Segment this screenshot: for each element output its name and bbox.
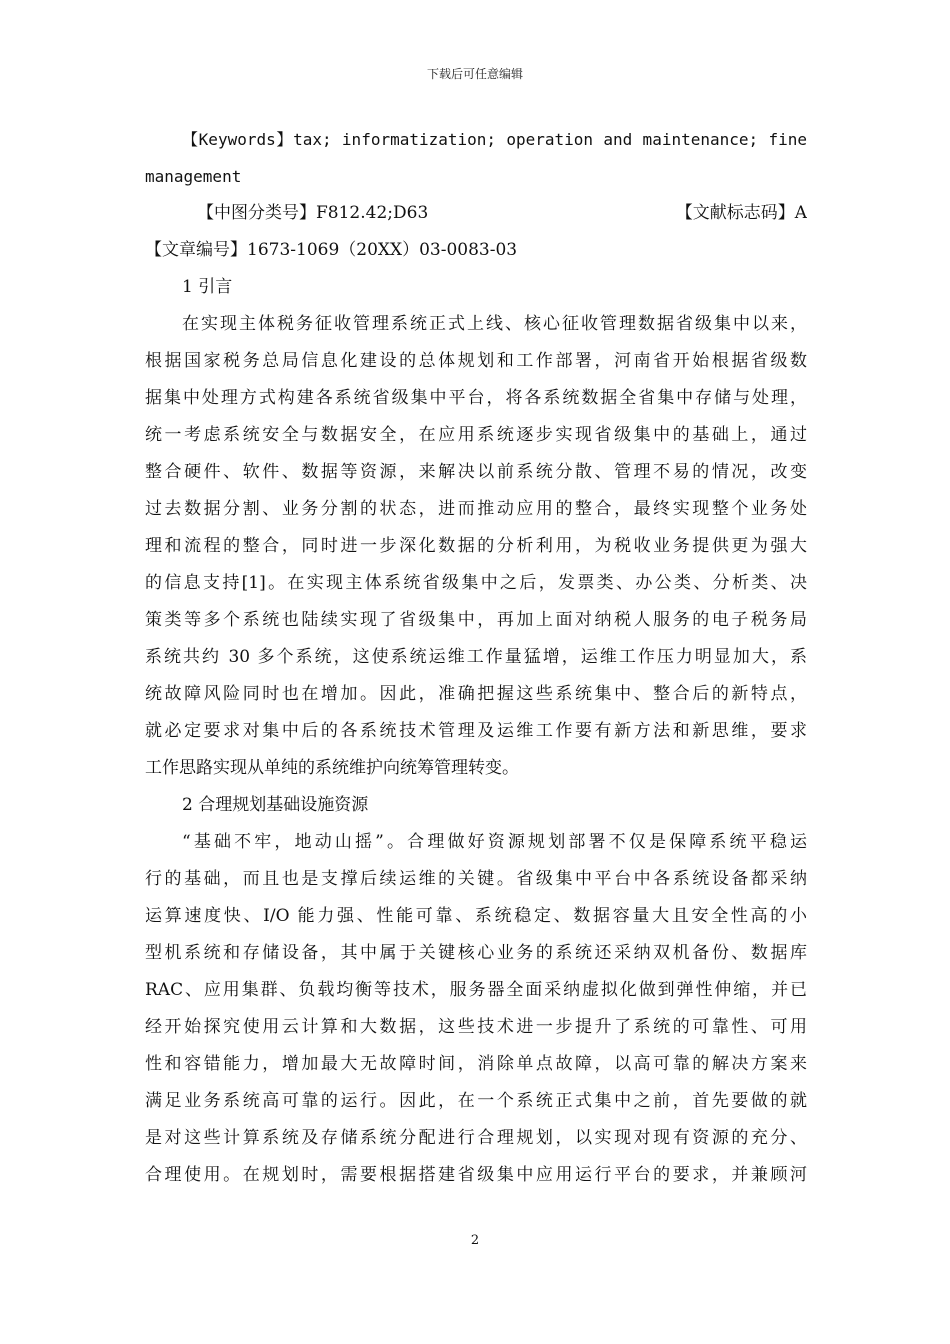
paragraph-line: 工作思路实现从单纯的系统维护向统筹管理转变。 (145, 758, 519, 778)
page-header: 下载后可任意编辑 (426, 67, 523, 81)
paragraph-line: 经开始探究使用云计算和大数据，这些技术进一步提升了系统的可靠性、可用 (145, 1017, 807, 1037)
section-1-paragraph (145, 306, 807, 787)
paragraph-line: 就必定要求对集中后的各系统技术管理及运维工作要有新方法和新思维，要求 (145, 721, 807, 741)
paragraph-line: 的信息支持[1]。在实现主体系统省级集中之后，发票类、办公类、分析类、决 (145, 573, 807, 593)
paragraph-line: RAC、应用集群、负载均衡等技术，服务器全面采纳虚拟化做到弹性伸缩，并已 (145, 980, 807, 1000)
paragraph-line: 是对这些计算系统及存储系统分配进行合理规划，以实现对现有资源的充分、 (145, 1128, 807, 1148)
paragraph-line: 理和流程的整合，同时进一步深化数据的分析利用，为税收业务提供更为强大 (145, 536, 807, 556)
article-number: 【文章编号】1673-1069（20XX）03-0083-03 (145, 240, 518, 260)
keywords-line-2: management (145, 167, 242, 186)
paragraph-line: 据集中处理方式构建各系统省级集中平台，将各系统数据全省集中存储与处理， (145, 388, 807, 408)
paragraph-line: 整合硬件、软件、数据等资源，来解决以前系统分散、管理不易的情况，改变 (145, 462, 807, 482)
paragraph-line: 策类等多个系统也陆续实现了省级集中，再加上面对纳税人服务的电子税务局 (145, 610, 807, 630)
paragraph-line: 统一考虑系统安全与数据安全，在应用系统逐步实现省级集中的基础上，通过 (145, 425, 807, 445)
paragraph-line: 满足业务系统高可靠的运行。因此，在一个系统正式集中之前，首先要做的就 (145, 1091, 807, 1111)
paragraph-line: 统故障风险同时也在增加。因此，准确把握这些系统集中、整合后的新特点， (145, 684, 807, 704)
paragraph-line: 行的基础，而且也是支撑后续运维的关键。省级集中平台中各系统设备都采纳 (145, 869, 807, 889)
paragraph-line: 合理使用。在规划时，需要根据搭建省级集中应用运行平台的要求，并兼顾河 (145, 1165, 807, 1185)
classification-line (145, 195, 807, 232)
paragraph-line: 型机系统和存储设备，其中属于关键核心业务的系统还采纳双机备份、数据库 (145, 943, 807, 963)
paragraph-line: 性和容错能力，增加最大无故障时间，消除单点故障，以高可靠的解决方案来 (145, 1054, 807, 1074)
paragraph-line: “基础不牢，地动山摇”。合理做好资源规划部署不仅是保障系统平稳运 (182, 832, 807, 852)
paragraph-line: 过去数据分割、业务分割的状态，进而推动应用的整合，最终实现整个业务处 (145, 499, 807, 519)
paragraph-line: 运算速度快、I/O 能力强、性能可靠、系统稳定、数据容量大且安全性高的小 (145, 906, 807, 926)
paragraph-line: 在实现主体税务征收管理系统正式上线、核心征收管理数据省级集中以来， (182, 314, 807, 334)
paragraph-line: 系统共约 30 多个系统，这使系统运维工作量猛增，运维工作压力明显加大，系 (145, 647, 807, 667)
section-2-heading: 2 合理规划基础设施资源 (182, 795, 369, 815)
paragraph-line: 根据国家税务总局信息化建设的总体规划和工作部署，河南省开始根据省级数 (145, 351, 807, 371)
page-number: 2 (470, 1233, 480, 1248)
section-1-heading: 1 引言 (182, 277, 233, 297)
clc-number: 【中图分类号】F812.42;D63 (197, 203, 429, 223)
keywords-line-1: 【Keywords】tax; informatization; operation and maintenance; fine (182, 130, 807, 149)
document-body (145, 121, 807, 1194)
document-code: 【文献标志码】A (675, 203, 807, 223)
section-2-paragraph (145, 824, 807, 1194)
